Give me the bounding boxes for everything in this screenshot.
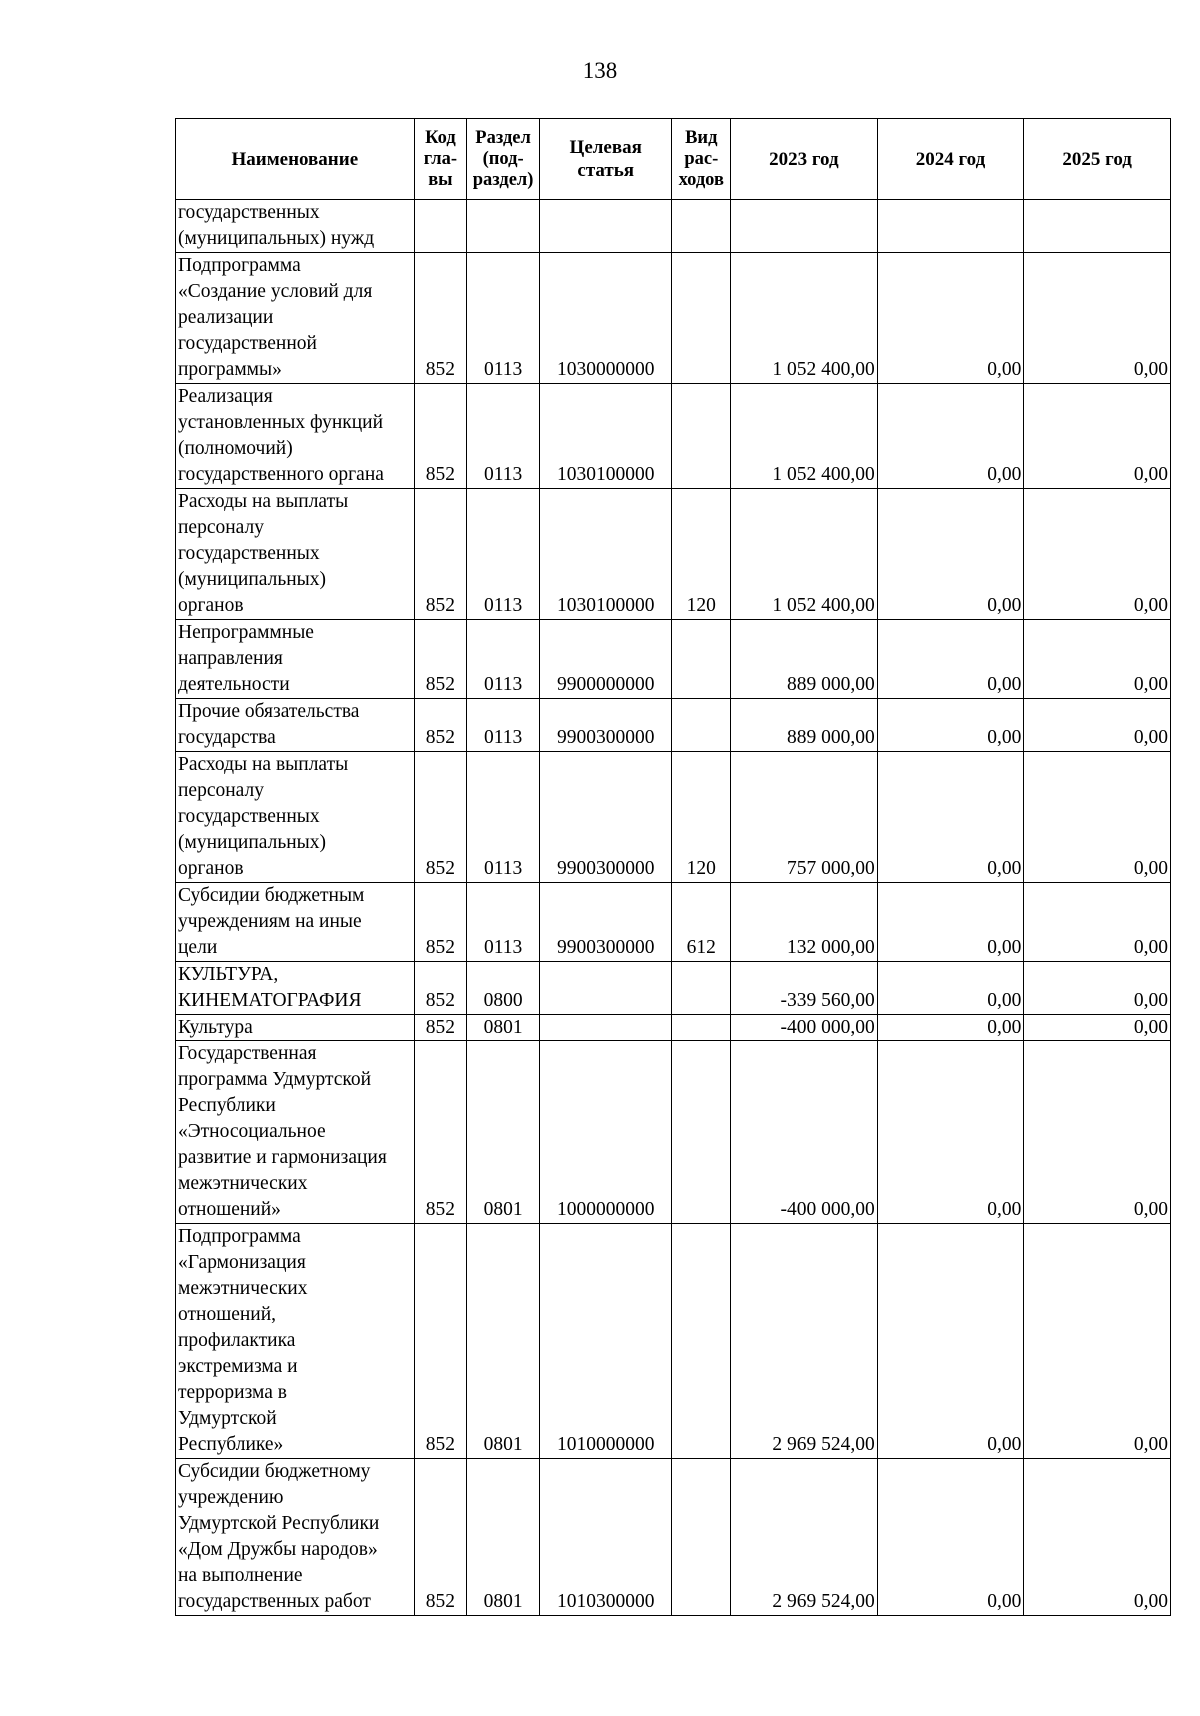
header-kind: Вид рас- ходов [672,119,731,200]
row-2025 [1024,200,1171,253]
row-target [540,1015,672,1041]
header-chapter: Код гла- вы [414,119,467,200]
row-section: 0113 [467,883,540,962]
row-2023 [731,200,878,253]
row-2024: 0,00 [877,883,1024,962]
row-kind: 612 [672,883,731,962]
row-name: Расходы на выплаты персоналу государственных (муниципальных) органов [176,752,415,883]
row-2024: 0,00 [877,384,1024,489]
row-name: Непрограммные направления деятельности [176,620,415,699]
row-kind [672,384,731,489]
row-2024: 0,00 [877,962,1024,1015]
table-row [176,620,1171,699]
row-section: 0801 [467,1041,540,1224]
row-name: Государственная программа Удмуртской Республики «Этносоциальное развитие и гармонизация межэтнических отношений» [176,1041,415,1224]
row-name: Подпрограмма «Гармонизация межэтнических отношений, профилактика экстремизма и терроризма в Удмуртской Республике» [176,1224,415,1459]
row-target: 1000000000 [540,1041,672,1224]
row-2023: -339 560,00 [731,962,878,1015]
row-chapter: 852 [414,962,467,1015]
row-chapter: 852 [414,489,467,620]
row-target: 9900300000 [540,699,672,752]
row-target: 1010300000 [540,1459,672,1616]
row-2024: 0,00 [877,489,1024,620]
row-chapter: 852 [414,883,467,962]
row-name: Расходы на выплаты персоналу государственных (муниципальных) органов [176,489,415,620]
budget-table [175,118,1171,1616]
row-section: 0113 [467,699,540,752]
row-2024 [877,200,1024,253]
row-name: Субсидии бюджетным учреждениям на иные цели [176,883,415,962]
row-kind [672,699,731,752]
row-2025: 0,00 [1024,489,1171,620]
row-2023: 1 052 400,00 [731,489,878,620]
row-2025: 0,00 [1024,620,1171,699]
row-kind [672,620,731,699]
table-row [176,200,1171,253]
page-number: 138 [582,58,618,83]
row-kind [672,1224,731,1459]
row-chapter: 852 [414,752,467,883]
row-2023: 889 000,00 [731,620,878,699]
row-name: КУЛЬТУРА, КИНЕМАТОГРАФИЯ [176,962,415,1015]
row-2023: 757 000,00 [731,752,878,883]
row-target: 1030100000 [540,489,672,620]
row-chapter: 852 [414,1015,467,1041]
row-2023: 1 052 400,00 [731,384,878,489]
row-target: 9900000000 [540,620,672,699]
row-2024: 0,00 [877,1459,1024,1616]
header-target: Целевая статья [540,119,672,200]
row-2025: 0,00 [1024,1015,1171,1041]
row-2024: 0,00 [877,253,1024,384]
row-2025: 0,00 [1024,1041,1171,1224]
table-row [176,1459,1171,1616]
row-2024: 0,00 [877,620,1024,699]
table-row [176,1224,1171,1459]
header-name: Наименование [176,119,415,200]
row-kind [672,1015,731,1041]
row-kind [672,1041,731,1224]
row-2023: 2 969 524,00 [731,1459,878,1616]
row-kind: 120 [672,752,731,883]
table-row [176,1041,1171,1224]
row-name: Субсидии бюджетному учреждению Удмуртской Республики «Дом Дружбы народов» на выполнение государственных работ [176,1459,415,1616]
table-row [176,962,1171,1015]
row-section: 0113 [467,620,540,699]
row-2023: -400 000,00 [731,1015,878,1041]
row-target: 9900300000 [540,883,672,962]
row-section: 0113 [467,384,540,489]
row-chapter: 852 [414,1224,467,1459]
row-2025: 0,00 [1024,384,1171,489]
row-section: 0113 [467,752,540,883]
row-2023: 1 052 400,00 [731,253,878,384]
row-kind: 120 [672,489,731,620]
row-2025: 0,00 [1024,962,1171,1015]
row-2025: 0,00 [1024,1224,1171,1459]
row-section: 0800 [467,962,540,1015]
header-2025: 2025 год [1024,119,1171,200]
row-chapter: 852 [414,699,467,752]
row-chapter [414,200,467,253]
row-section: 0113 [467,253,540,384]
row-2025: 0,00 [1024,883,1171,962]
row-name: Реализация установленных функций (полномочий) государственного органа [176,384,415,489]
row-target: 1010000000 [540,1224,672,1459]
row-name: Прочие обязательства государства [176,699,415,752]
row-kind [672,962,731,1015]
row-2023: -400 000,00 [731,1041,878,1224]
row-kind [672,1459,731,1616]
table-row [176,384,1171,489]
row-chapter: 852 [414,1041,467,1224]
row-2024: 0,00 [877,1041,1024,1224]
header-2024: 2024 год [877,119,1024,200]
row-name: Подпрограмма «Создание условий для реализации государственной программы» [176,253,415,384]
row-kind [672,200,731,253]
row-chapter: 852 [414,384,467,489]
row-2023: 132 000,00 [731,883,878,962]
row-target: 1030100000 [540,384,672,489]
row-target: 9900300000 [540,752,672,883]
table-row [176,883,1171,962]
header-2023: 2023 год [731,119,878,200]
row-2025: 0,00 [1024,1459,1171,1616]
row-2024: 0,00 [877,1224,1024,1459]
row-name: Культура [176,1015,415,1041]
row-target [540,962,672,1015]
row-2024: 0,00 [877,1015,1024,1041]
row-chapter: 852 [414,253,467,384]
row-2024: 0,00 [877,699,1024,752]
header-section: Раздел (под- раздел) [467,119,540,200]
row-2023: 2 969 524,00 [731,1224,878,1459]
row-2025: 0,00 [1024,752,1171,883]
row-kind [672,253,731,384]
row-2025: 0,00 [1024,253,1171,384]
row-target [540,200,672,253]
row-section: 0113 [467,489,540,620]
row-section: 0801 [467,1459,540,1616]
table-header-row [176,119,1171,200]
row-name: государственных (муниципальных) нужд [176,200,415,253]
row-section: 0801 [467,1015,540,1041]
row-chapter: 852 [414,1459,467,1616]
row-chapter: 852 [414,620,467,699]
table-row [176,489,1171,620]
row-2023: 889 000,00 [731,699,878,752]
row-2024: 0,00 [877,752,1024,883]
table-row [176,1015,1171,1041]
table-row [176,752,1171,883]
row-2025: 0,00 [1024,699,1171,752]
row-target: 1030000000 [540,253,672,384]
table-row [176,253,1171,384]
row-section: 0801 [467,1224,540,1459]
row-section [467,200,540,253]
table-row [176,699,1171,752]
